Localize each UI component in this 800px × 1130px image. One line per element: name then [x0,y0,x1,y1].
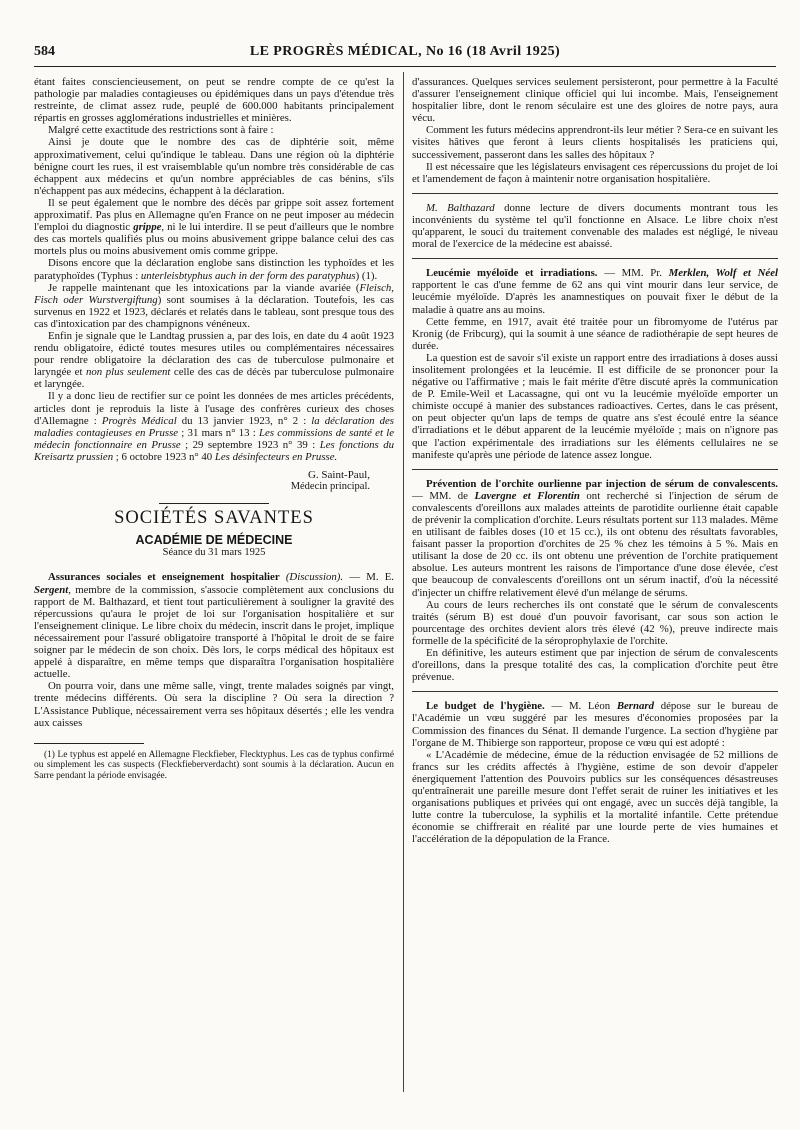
text-run: ) sont soumises à la déclaration. Toutefois, les cas survenus en 1922 et 1923, déclarés et relatés dans le tableau, sont presque tous des cas d'intoxication par des champignons vénéneux. [34,293,394,330]
paragraph [34,390,394,463]
text-run: — M. E. [343,571,395,584]
left-column [34,76,394,781]
speaker-names: Lavergne et Florentin [474,489,580,502]
paragraph: Au cours de leurs recherches ils ont constaté que le sérum de convalescents traités (sérum B) est doué d'un pouvoir favorisant, car sous son action le pourcentage des orchites devient alors très élevé (42 %), preuve indirecte mais formelle de la spécificité de la séroprophylaxie de l'orchite. [412,598,778,647]
text-run: , membre de la commission, s'associe complètement aux conclusions du rapport de M. Balthazard, et tient tout particulièrement à souligner la gravité des répercussions qu'aura le projet de loi sur l'organisation hospitalière et sur l'enseignement clinique. Le libre choix du médecin, inscrit dans le projet, implique nécessairement pour l'assuré obligatoire transporté à l'hôpital le droit de se faire soigner par le médecin de son choix. Dès lors, le corps médical des hôpitaux est appelé à disparaître, en même temps que disparaîtra l'organisation hospitalière actuelle. [34,583,394,681]
paragraph [412,267,778,315]
paragraph [34,571,394,680]
text-run: ) (1). [355,269,378,282]
section-title: SOCIÉTÉS SAVANTES [114,508,314,529]
text-run: Il y a donc lieu de rectifier sur ce point les données de mes articles précédents, articles dont je reproduis la liste à l'usage des confrères curieux des choses d'Allemagne : [34,390,394,427]
topic-heading: Assurances sociales et enseignement hospitalier [48,571,280,584]
divider [412,469,778,470]
divider [412,258,778,259]
text-run: ; 6 octobre 1923 n° 40 [113,450,215,463]
divider [412,193,778,194]
text-run: — MM. Pr. [597,267,669,280]
text-run: , ni le lui interdire. Il se peut d'ailleurs que le nombre des cas mortels qualifiés plus ou moins abusivement grippe balance celui des cas mortels plus ou moins abusivement omis comme grippe. [34,221,394,258]
text-run: donne lecture de divers documents montrant tous les inconvénients du système tel qu'il fonctionne en Alsace. Le libre choix n'est qu'apparent, le souci du traitement convenable des malades est négligé, le niveau moral de l'exercice de la médecine est abaissé. [412,201,778,251]
article-title: Les commissions de santé et le médecin fonctionnaire en Prusse [34,426,394,451]
journal-title: Progrès Médical [101,414,177,427]
right-column [412,76,778,845]
text-run: ; 31 mars n° 13 : [178,426,260,439]
text-run: — M. Léon [544,700,617,713]
paragraph: On pourra voir, dans une même salle, vingt, trente malades soignés par vingt, trente médecins différents. Où sera la discipline ? Où sera la direction ? L'Assistance Publique, nécessairement verra ses hôpitaux désertés ; elle les vendra aux caisses [34,680,394,729]
emphasis: unterleisbtyphus auch in der form des paratyphus [140,269,356,282]
paragraph: En définitive, les auteurs estiment que par injection de sérum de convalescents d'oreillons, dans la presque totalité des cas, la complication d'orchite peut être prévenue. [412,647,778,684]
text-run: — MM. de [412,489,475,502]
signature-block [34,469,394,493]
text-run: Enfin je signale que le Landtag prussien a, par des lois, en date du 4 août 1923 rendu obligatoire, édicté toutes mesures utiles ou complémentaires nécessaires pour rendre obligatoire la déclaration des cas de tuberculose pulmonaire et laryngée et [34,329,394,379]
paragraph [34,257,394,281]
paragraph [34,197,394,257]
paragraph: Ainsi je doute que le nombre des cas de diphtérie soit, même approximativement, celui qu'indique le tableau. Dans une région où la diphtérie bénigne court les rues, il est vraisemblable qu'un nombre très considérable de cas échappent aux médecins et qu'un nombre appréciables de cas bénins, s'ils n'échappent pas aux médecins, échappent à la déclaration. [34,136,394,197]
paragraph: Il est nécessaire que les législateurs envisagent ces répercussions du projet de loi et l'amendement de façon à maintenir notre organisation hospitalière. [412,160,778,185]
paragraph [412,700,778,748]
speaker-names: Merklen, Wolf et Néel [668,267,779,280]
topic-heading: Leucémie myéloïde et irradiations. [426,267,598,280]
topic-heading: Le budget de l'hygiène. [426,700,545,713]
speaker-name: Bernard [616,700,655,713]
paragraph [412,478,778,599]
speaker-name: Sergent [34,583,69,596]
paragraph: Cette femme, en 1917, avait été traitée pour un fibromyome de l'utérus par Kronig (de Fribcurg), qui la soumit à une séance de radiothérapie de sept heures de durée. [412,315,778,352]
emphasis: Fleisch, Fisch oder Wurstvergiftung [34,281,394,306]
speaker-name: M. Balthazard [426,201,495,214]
text-run: du 13 janvier 1923, n° 2 : [176,414,312,427]
author-signature: G. Saint-Paul, [307,469,370,481]
paragraph: La question est de savoir s'il existe un rapport entre des irradiations à doses aussi insolitement prolongées et la leucémie. Il est difficile de se prononcer pour la négative ou l'affirmative ; mais le fait mérite d'être discuté après la communication de P. Emile-Weil et Lacassagne, qui ont vu la leucémie myéloïde emporter un chimiste occupé à manier des substances radioactives. Certes, dans le cas présent, on peut objecter qu'un laps de temps de quatre ans s'est écoulé entre la séance d'irradiations et le début apparent de la leucémie myéloïde ; mais on n'ignore pas que l'action expérimentale des irradiations sur les éléments cellulaires ne se manifeste qu'après une période de latence assez longue. [412,351,778,461]
text-run: rapportent le cas d'une femme de 62 ans qui vint mourir dans leur service, de leucémie myéloïde. D'après les anamnestiques on pouvait fixer le début de la maladie à quatre ans au moins. [412,279,778,316]
divider [412,691,778,692]
emphasis: non plus seulement [86,366,171,379]
topic-heading: Prévention de l'orchite ourlienne par injection de sérum de convalescents. [426,477,778,490]
text-run: dépose sur le bureau de l'Académie un vœu suggéré par les mesures d'économies proposées par la Commission des finances du Sénat. Il demande l'urgence. La section d'hygiène par l'organe de M. Thibierge son rapporteur, propose ce vœu qui est adopté : [412,700,779,749]
text-run: celle des cas de décès par tuberculose pulmonaire et laryngée. [34,366,394,391]
emphasis: (Discussion). [285,571,344,584]
article-title: Les fonctions du Kreisartz prussien [34,438,394,463]
running-title: LE PROGRÈS MÉDICAL, No 16 (18 Avril 1925) [249,44,561,59]
column-divider [403,72,404,1092]
text-run: Je rappelle maintenant que les intoxications par la viande avariée ( [48,281,360,294]
article-title: Les désinfecteurs en Prusse. [214,450,338,463]
page-header [34,44,776,67]
paragraph [34,330,394,390]
paragraph [34,282,394,330]
paragraph: « L'Académie de médecine, émue de la réduction envisagée de 52 millions de francs sur les crédits affectés à l'hygiène, estime de son devoir d'appeler énergiquement l'attention des Pouvoirs publics sur les conséquences désastreuses qu'entraînerait une pareille mesure dont l'effet serait de ruiner les initiatives et les organisations publiques et privées qui ont engagé, avec un succès déjà tangible, la lutte contre la tuberculose, la syphilis et la mortalité infantile. Cette prétendue économie se chiffrerait en réalité par une lourde perte de vies humaines et l'accélération de la dépopulation de la France. [412,748,778,846]
page-number: 584 [34,44,55,59]
paragraph: Malgré cette exactitude des restrictions sont à faire : [48,124,274,137]
text-run: Disons encore que la déclaration englobe sans distinction les typhoïdes et les paratyphoïdes (Typhus : [34,257,394,282]
footnote-divider [34,743,144,744]
paragraph: étant faites consciencieusement, on peut se rendre compte de ce qu'est la pathologie par maladies contagieuses ou épidémiques dans un pays d'étendue très restreinte, de climat assez rude, peuplé de 600.000 habitants principalement répartis en grosses agglomérations industrielles et minières. [34,76,394,125]
footnote [34,750,394,782]
academy-heading: ACADÉMIE DE MÉDECINE [135,533,293,548]
paragraph [412,202,778,250]
article-title: la déclaration des maladies contagieuses en Prusse [34,414,394,439]
text-run: Il se peut également que le nombre des décès par grippe soit assez fortement approximatif. Pas plus en Allemagne qu'en France on ne peut imposer au médecin l'emploi du diagnostic [34,196,394,234]
footnote-text: (1) Le typhus est appelé en Allemagne Fleckfieber, Flecktyphus. Les cas de typhus confirmé ou simplement les cas suspects (Fleckfieberverdacht) sont soumis à la déclaration. Aucun en Sarre pendant la période envisagée. [34,749,394,781]
section-divider [159,503,269,504]
paragraph: d'assurances. Quelques services seulement persisteront, pour permettre à la Faculté d'assurer l'enseignement clinique officiel qui lui incombe. Mais, l'enseignement hospitalier libre, dont le renom séculaire est une des gloires de notre pays, aura vécu. [412,76,778,125]
text-run: ; 29 septembre 1923 n° 39 : [180,438,320,451]
paragraph: Comment les futurs médecins apprendront-ils leur métier ? Sera-ce en suivant les visites hâtives que feront à leurs clients hospitalisés les praticiens qui, successivement, passeront dans les salles des hôpitaux ? [412,124,778,161]
author-role: Médecin principal. [290,481,370,493]
session-date: Séance du 31 mars 1925 [162,547,266,559]
text-run: ont recherché si l'injection de sérum de convalescents d'oreillons aux malades atteints de parotidite ourlienne était capable de prévenir la complication d'orchite. Leurs résultats portent sur 113 malades. Même en utilisant de faibles doses (10 et 15 cc.), ils ont obtenu des résultats favorables, faisant passer la proportion d'orchites de 25 % chez les témoins à 5 %. Mais en utilisant la dose de 20 cc. ils ont obtenu une prévention de l'orchite pratiquement absolue. Les auteurs montrent les raisons de l'importance d'une dose élevée, c'est que beaucoup de convalescents d'oreillons ont un sérum inactif, d'où la nécessité d'injecter un chiffre relativement élevé d'un mélange de sérums. [412,489,778,599]
emphasis: grippe [133,221,162,234]
